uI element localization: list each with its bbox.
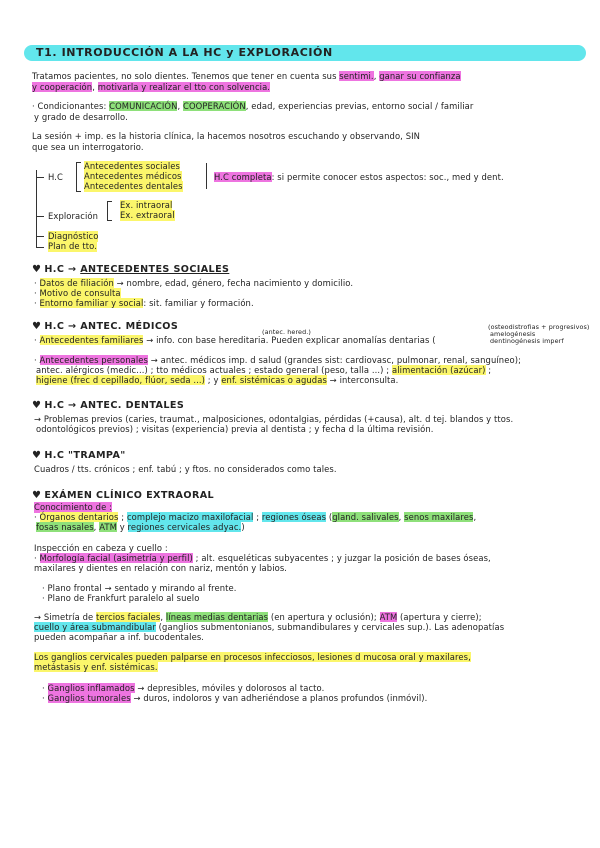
heading-examen <box>32 490 214 501</box>
tree-antecedentes-medicos: Antecedentes médicos <box>84 171 182 181</box>
hl-enf-sistemicas: enf. sistémicas o agudas <box>221 375 327 385</box>
hl-morfologia: Morfología facial (asimetría y perfil) <box>39 553 193 563</box>
bullet: · <box>34 288 40 298</box>
bullet: · <box>42 683 48 693</box>
sociales-l3-rest: : sit. familiar y formación. <box>143 298 254 308</box>
examen-line-2 <box>36 522 245 533</box>
trampa-line-1: Cuadros / tts. crónicos ; enf. tabú ; y ftos. no considerados como tales. <box>34 464 337 474</box>
plano-frankfurt: · Plano de Frankfurt paralelo al suelo <box>42 593 200 603</box>
hl-cooperacion-2: COOPERACIÓN <box>183 101 246 111</box>
ganglios-line-2 <box>34 662 158 673</box>
bullet: · <box>34 298 40 308</box>
heading-trampa-text: H.C "TRAMPA" <box>44 450 126 461</box>
inspeccion-title: Inspección en cabeza y cuello : <box>34 543 168 553</box>
sep: ) <box>241 522 245 532</box>
tree-completa-line <box>214 172 504 183</box>
simetria-line-3: pueden acompañar a inf. bucodentales. <box>34 632 205 642</box>
tree-branch-diag <box>36 236 44 237</box>
bullet: · <box>34 278 40 288</box>
hl-entorno: Entorno familiar y social <box>39 298 144 308</box>
tree-branch-plan <box>36 247 44 248</box>
ganglios-tumorales <box>42 693 427 704</box>
hl-motivo: Motivo de consulta <box>39 288 121 298</box>
heading-examen-text: EXÁMEN CLÍNICO EXTRAORAL <box>44 490 215 501</box>
tree-right-brace <box>206 163 207 189</box>
examen-conocimiento: Conocimiento de : <box>34 502 113 512</box>
medicos-l2-rest: → antec. médicos imp. d salud (grandes sist: cardiovasc, pulmonar, renal, sanguíneo); <box>147 355 521 365</box>
hl-sentimientos: sentimi. <box>339 71 374 81</box>
hl-hc-completa: H.C completa <box>214 172 272 182</box>
sep: ( <box>326 512 333 522</box>
heading-sociales-b: ANTECEDENTES SOCIALES <box>80 264 230 275</box>
tree-exploracion: Exploración <box>48 211 99 221</box>
sim-a: → Simetría de <box>34 612 97 622</box>
morfologia-rest: ; alt. esqueléticas subyacentes ; y juzgar la posición de bases óseas, <box>192 553 491 563</box>
hl-tumorales: Ganglios tumorales <box>47 693 131 703</box>
sim-g: (apertura y cierre); <box>397 612 482 622</box>
sim2-rest: (ganglios submentonianos, submandibulares y cervicales sup.). Las adenopatías <box>155 622 505 632</box>
plano-frontal: · Plano frontal → sentado y mirando al frente. <box>42 583 237 593</box>
hl-cooperacion: y cooperación <box>32 82 93 92</box>
hl-complejo: complejo macizo maxilofacial <box>126 512 254 522</box>
bullet: · <box>34 512 40 522</box>
intro-sep: , <box>373 71 380 81</box>
intro-line-2 <box>32 82 270 93</box>
sep: , <box>473 512 477 522</box>
sep: , <box>398 512 405 522</box>
dentales-line-2: odontológicos previos) ; visitas (experiencia) previa al dentista ; y fecha d la última revisión. <box>36 424 434 434</box>
hl-fosas: fosas nasales <box>36 522 94 532</box>
hl-tercios: tercios faciales <box>96 612 161 622</box>
sim-e: (en apertura y oclusión); <box>268 612 380 622</box>
tree-plan: Plan de tto. <box>48 241 98 251</box>
sesion-line-2: que sea un interrogatorio. <box>32 142 144 152</box>
tree-completa-note: : si permite conocer estos aspectos: soc., med y dent. <box>271 172 504 182</box>
tree-diagnostico: Diagnóstico <box>48 231 99 241</box>
hl-lineas-medias: líneas medias dentarias <box>165 612 269 622</box>
hl-atm: ATM <box>99 522 117 532</box>
medicos-note-hered: (antec. hered.) <box>262 328 311 336</box>
hl-comunicacion: COMUNICACIÓN <box>109 101 178 111</box>
inflamados-rest: → depresibles, móviles y dolorosos al tacto. <box>134 683 325 693</box>
hl-ganglios-cervicales: Los ganglios cervicales pueden palparse en procesos infecciosos, lesiones d mucosa oral y maxilares, <box>34 652 471 662</box>
sep: ; <box>253 512 262 522</box>
page-title: T1. INTRODUCCIÓN A LA HC y EXPLORACIÓN <box>36 46 333 59</box>
heading-sociales <box>32 264 229 275</box>
tree-brace-hc <box>76 162 81 192</box>
dentales-line-1: → Problemas previos (caries, traumat., malposiciones, odontalgias, pérdidas (+causa), alt. d tej. blandos y ttos. <box>34 414 514 424</box>
medicos-note-right-1: (osteodistrofias + progresivos) <box>488 323 590 331</box>
medicos-note-right-2: amelogénesis <box>490 330 536 338</box>
hl-familiares: Antecedentes familiares <box>39 335 144 345</box>
morfologia-line-2: maxilares y dientes en relación con nariz, mentón y labios. <box>34 563 288 573</box>
heading-medicos-text: H.C → ANTEC. MÉDICOS <box>44 321 179 332</box>
bullet: · <box>34 335 40 345</box>
tree-branch-explor <box>36 216 44 217</box>
sociales-l1-rest: → nombre, edad, género, fecha nacimiento y domicilio. <box>113 278 354 288</box>
hl-metastasis: metástasis y enf. sistémicas. <box>34 662 158 672</box>
medicos-l1-rest: → info. con base hereditaria. Pueden explicar anomalías dentarias ( <box>143 335 436 345</box>
tumorales-rest: → duros, indoloros y van adheriéndose a planos profundos (inmóvil). <box>130 693 428 703</box>
bullet: · <box>42 693 48 703</box>
hl-filiacion: Datos de filiación <box>39 278 114 288</box>
medicos-l4-sep: ; y <box>205 375 222 385</box>
hl-regiones-oseas: regiones óseas <box>261 512 327 522</box>
hl-organos: Órganos dentarios <box>39 512 119 522</box>
heart-icon: ♥ <box>32 450 42 461</box>
hl-inflamados: Ganglios inflamados <box>47 683 135 693</box>
tree-brace-explor <box>107 201 112 221</box>
heart-icon: ♥ <box>32 400 42 411</box>
sesion-line-1: La sesión + imp. es la historia clínica, la hacemos nosotros escuchando y observando, SIN <box>32 131 421 141</box>
sep: , <box>93 522 100 532</box>
condicionantes-line-1 <box>32 101 473 112</box>
medicos-line-4 <box>36 375 398 386</box>
medicos-l4-end: → interconsulta. <box>326 375 399 385</box>
hl-personales: Antecedentes personales <box>39 355 148 365</box>
tree-antecedentes-sociales: Antecedentes sociales <box>84 161 180 171</box>
heading-dentales-text: H.C → ANTEC. DENTALES <box>44 400 185 411</box>
hl-alimentacion: alimentación (azúcar) <box>392 365 486 375</box>
tree-antecedentes-dentales: Antecedentes dentales <box>84 181 183 191</box>
heart-icon: ♥ <box>32 490 42 501</box>
hl-higiene: higiene (frec d cepillado, flúor, seda ...) <box>36 375 206 385</box>
heading-medicos <box>32 321 178 332</box>
hl-senos: senos maxilares <box>404 512 474 522</box>
cond-rest: , edad, experiencias previas, entorno social / familiar <box>245 101 474 111</box>
sep: ; <box>118 512 127 522</box>
heading-dentales <box>32 400 184 411</box>
hl-cuello: cuello y área submandibular <box>34 622 156 632</box>
medicos-l3-text: antec. alérgicos (medic...) ; tto médicos actuales ; estado general (peso, talla ...) ; <box>36 365 392 375</box>
cond-sep: , <box>177 101 184 111</box>
hl-regiones-cervicales: regiones cervicales adyac. <box>127 522 242 532</box>
medicos-l3-end: ; <box>485 365 492 375</box>
cond-label: · Condicionantes: <box>32 101 110 111</box>
heart-icon: ♥ <box>32 264 42 275</box>
hl-atm-2: ATM <box>379 612 398 622</box>
tree-branch-hc <box>36 177 44 178</box>
intro-sep2: , <box>92 82 98 92</box>
heading-sociales-a: H.C → <box>44 264 81 275</box>
heading-trampa <box>32 450 126 461</box>
medicos-line-1 <box>34 335 436 346</box>
bullet: · <box>34 355 40 365</box>
tree-ex-extraoral: Ex. extraoral <box>120 210 175 220</box>
tree-ex-intraoral: Ex. intraoral <box>120 200 173 210</box>
condicionantes-line-2: y grado de desarrollo. <box>34 112 128 122</box>
intro-line-1 <box>32 71 461 82</box>
heart-icon: ♥ <box>32 321 42 332</box>
hl-motivarla: motivarla y realizar el tto con solvencia. <box>97 82 271 92</box>
bullet: · <box>34 553 40 563</box>
medicos-note-right-3: dentinogénesis imperf <box>490 337 564 345</box>
tree-hc: H.C <box>48 172 63 182</box>
sep: , <box>160 612 166 622</box>
sep: y <box>116 522 128 532</box>
intro-text: Tratamos pacientes, no solo dientes. Tenemos que tener en cuenta sus <box>32 71 340 81</box>
sociales-line-3 <box>34 298 254 309</box>
hl-gland-salivales: gland. salivales <box>332 512 399 522</box>
hl-confianza: ganar su confianza <box>379 71 461 81</box>
